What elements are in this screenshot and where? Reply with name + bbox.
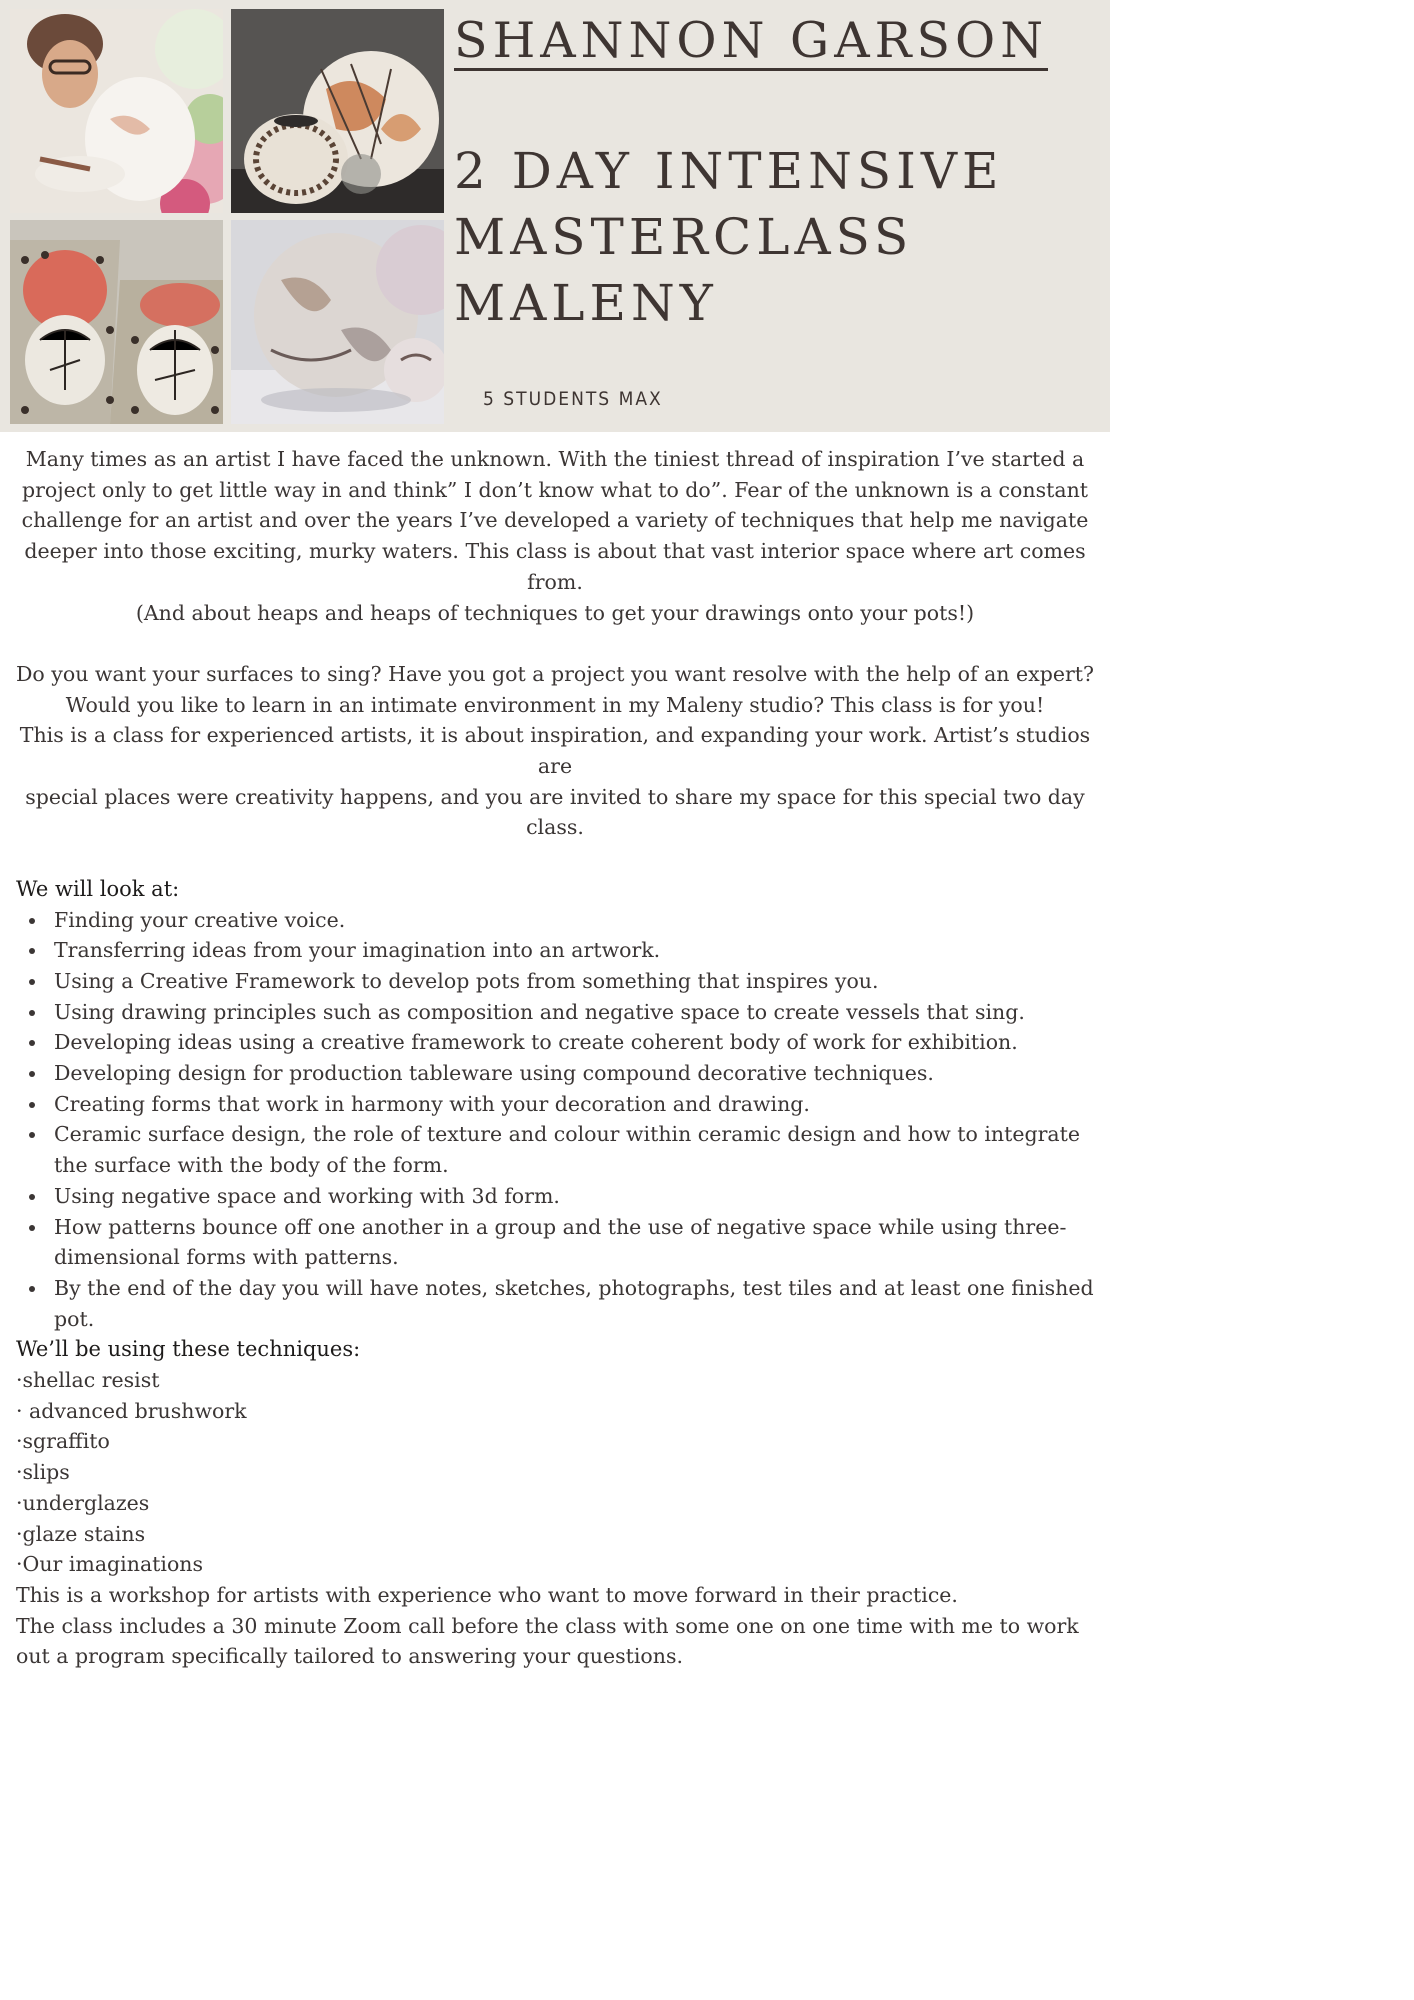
intro-line: (And about heaps and heaps of techniques to get your drawings onto your pots!) bbox=[135, 600, 975, 625]
details-section bbox=[0, 874, 1110, 1672]
technique-item: ·Our imaginations bbox=[16, 1552, 204, 1577]
closing-line: This is a workshop for artists with experience who want to move forward in their practice. bbox=[16, 1582, 958, 1607]
technique-item: ·underglazes bbox=[16, 1490, 150, 1515]
technique-item: ·sgraffito bbox=[16, 1429, 110, 1454]
list-item: Using negative space and working with 3d form. bbox=[54, 1181, 1096, 1212]
pitch-line: Would you like to learn in an intimate environment in my Maleny studio? This class is for you! bbox=[65, 692, 1045, 717]
look-list bbox=[16, 905, 1096, 1335]
pitch-paragraph bbox=[0, 659, 1110, 843]
class-title bbox=[454, 138, 1004, 336]
intro-paragraph bbox=[0, 444, 1110, 628]
spherical-pots-photo bbox=[231, 9, 444, 213]
technique-item: · advanced brushwork bbox=[16, 1398, 247, 1423]
technique-item: ·slips bbox=[16, 1460, 70, 1485]
intro-line: challenge for an artist and over the years I’ve developed a variety of techniques that help me navigate bbox=[21, 508, 1089, 533]
pitch-line: Do you want your surfaces to sing? Have you got a project you want resolve with the help of an expert? bbox=[15, 661, 1094, 686]
list-item: Developing ideas using a creative framework to create coherent body of work for exhibition. bbox=[54, 1027, 1096, 1058]
list-item: Using drawing principles such as composition and negative space to create vessels that sing. bbox=[54, 997, 1096, 1028]
class-title-line: MASTERCLASS bbox=[454, 208, 914, 266]
class-description bbox=[0, 444, 1110, 1672]
intro-line: project only to get little way in and think” I don’t know what to do”. Fear of the unknown is a constant bbox=[21, 477, 1089, 502]
list-item: Creating forms that work in harmony with your decoration and drawing. bbox=[54, 1089, 1096, 1120]
closing-line: The class includes a 30 minute Zoom call before the class with some one on one time with me to work out a program specifically tailored to answering your questions. bbox=[16, 1613, 1079, 1669]
list-item: Using a Creative Framework to develop pots from something that inspires you. bbox=[54, 966, 1096, 997]
class-title-line: 2 DAY INTENSIVE bbox=[454, 142, 1004, 200]
list-item: Transferring ideas from your imagination into an artwork. bbox=[54, 935, 1096, 966]
intro-line: deeper into those exciting, murky waters. This class is about that vast interior space where art comes from. bbox=[24, 539, 1086, 594]
list-item: Developing design for production tableware using compound decorative techniques. bbox=[54, 1058, 1096, 1089]
artist-name: SHANNON GARSON bbox=[454, 12, 1049, 69]
pale-pots-photo bbox=[231, 220, 444, 424]
header-banner bbox=[0, 0, 1110, 432]
artist-painting-photo bbox=[10, 9, 223, 213]
list-item: How patterns bounce off one another in a group and the use of negative space while using three-dimensional forms with patterns. bbox=[54, 1212, 1096, 1273]
intro-line: Many times as an artist I have faced the unknown. With the tiniest thread of inspiration I’ve started a bbox=[25, 447, 1085, 471]
technique-item: ·glaze stains bbox=[16, 1521, 146, 1546]
list-item: Ceramic surface design, the role of texture and colour within ceramic design and how to integrate the surface with the body of the form. bbox=[54, 1119, 1096, 1180]
techniques-heading: We’ll be using these techniques: bbox=[16, 1337, 361, 1362]
list-item: By the end of the day you will have notes, sketches, photographs, test tiles and at least one finished pot. bbox=[54, 1273, 1096, 1334]
class-title-line: MALENY bbox=[454, 274, 718, 332]
students-max-label: 5 STUDENTS MAX bbox=[483, 388, 663, 410]
look-heading: We will look at: bbox=[16, 876, 180, 901]
pitch-line: special places were creativity happens, and you are invited to share my space for this special two day class. bbox=[25, 784, 1085, 840]
list-item: Finding your creative voice. bbox=[54, 905, 1096, 936]
pitch-line: This is a class for experienced artists, it is about inspiration, and expanding your work. Artist’s studios are bbox=[19, 723, 1091, 779]
decorated-cups-photo bbox=[10, 220, 223, 424]
technique-item: ·shellac resist bbox=[16, 1368, 160, 1393]
